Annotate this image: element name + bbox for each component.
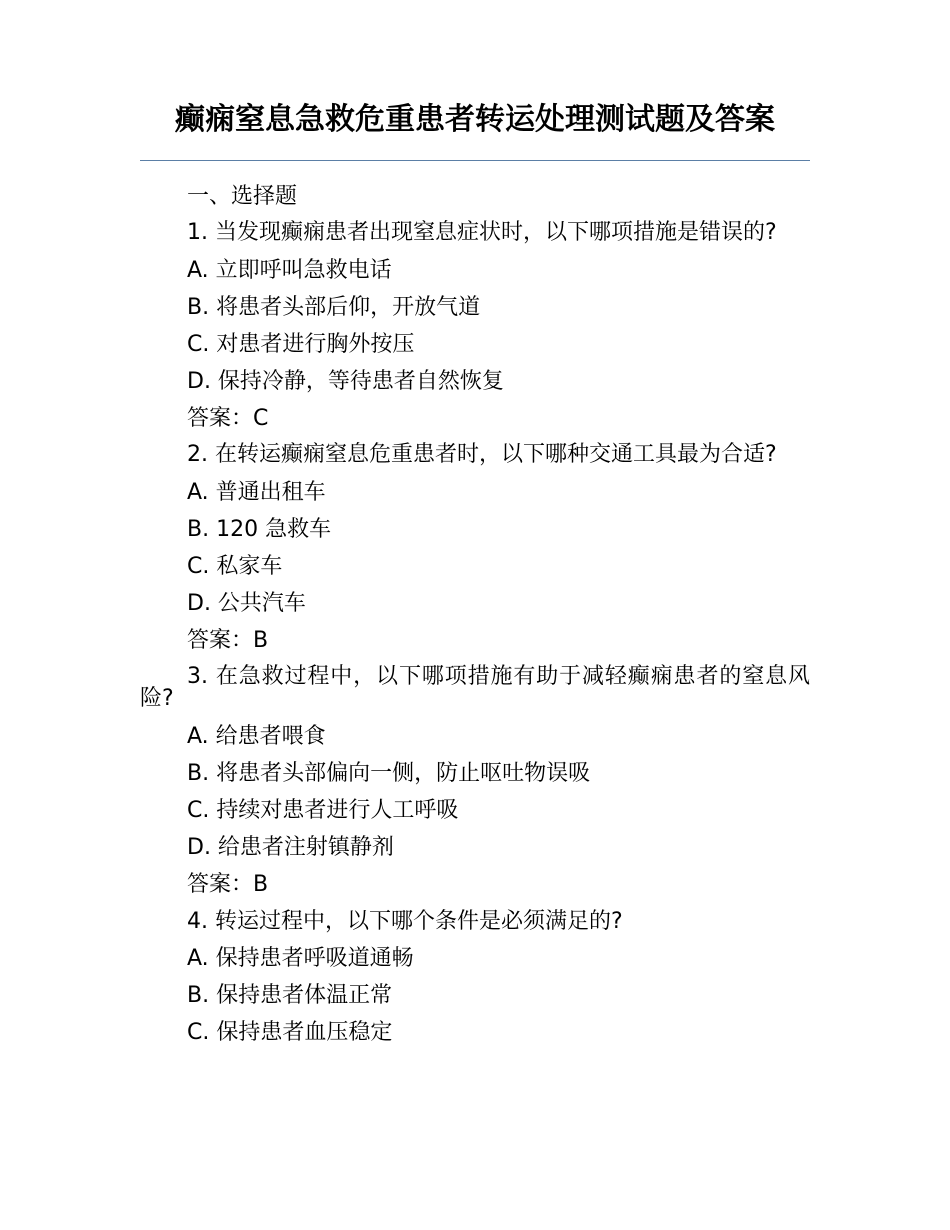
option-item: C. 对患者进行胸外按压 bbox=[187, 332, 415, 357]
section-heading: 一、选择题 bbox=[187, 184, 298, 209]
option-item: D. 保持冷静，等待患者自然恢复 bbox=[187, 369, 504, 394]
question-text: 2. 在转运癫痫窒息危重患者时，以下哪种交通工具最为合适? bbox=[187, 442, 777, 467]
question-text: 1. 当发现癫痫患者出现窒息症状时，以下哪项措施是错误的? bbox=[187, 220, 777, 245]
answer-text: 答案：B bbox=[187, 628, 269, 653]
option-item: C. 保持患者血压稳定 bbox=[187, 1020, 393, 1045]
title-divider bbox=[140, 160, 810, 161]
option-item: A. 立即呼叫急救电话 bbox=[187, 258, 392, 283]
option-item: B. 将患者头部后仰，开放气道 bbox=[187, 295, 481, 320]
option-item: A. 保持患者呼吸道通畅 bbox=[187, 946, 414, 971]
option-item: A. 普通出租车 bbox=[187, 480, 326, 505]
question-text: 3. 在急救过程中，以下哪项措施有助于减轻癫痫患者的窒息风险? bbox=[140, 664, 810, 711]
option-item: C. 私家车 bbox=[187, 554, 283, 579]
answer-text: 答案：C bbox=[187, 406, 269, 431]
answer-text: 答案：B bbox=[187, 872, 269, 897]
document-body bbox=[140, 178, 810, 1051]
option-item: A. 给患者喂食 bbox=[187, 724, 326, 749]
option-item: B. 保持患者体温正常 bbox=[187, 983, 393, 1008]
option-item: B. 将患者头部偏向一侧，防止呕吐物误吸 bbox=[187, 761, 591, 786]
option-item: D. 公共汽车 bbox=[187, 591, 306, 616]
document-title: 癫痫窒息急救危重患者转运处理测试题及答案 bbox=[175, 102, 775, 137]
question-text: 4. 转运过程中，以下哪个条件是必须满足的? bbox=[187, 909, 623, 934]
option-item: C. 持续对患者进行人工呼吸 bbox=[187, 798, 459, 823]
option-item: B. 120 急救车 bbox=[187, 517, 332, 542]
option-item: D. 给患者注射镇静剂 bbox=[187, 835, 394, 860]
